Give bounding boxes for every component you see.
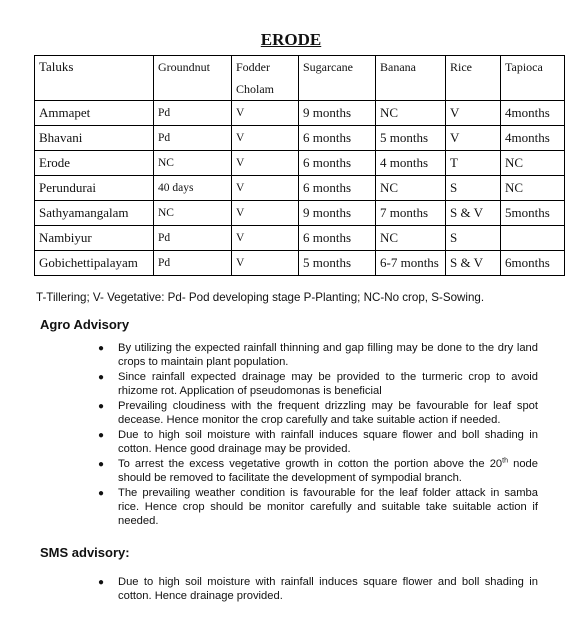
table-cell: 5 months (376, 126, 446, 151)
table-cell: 9 months (299, 201, 376, 226)
table-cell: NC (376, 101, 446, 126)
table-cell: NC (154, 201, 232, 226)
table-cell: S & V (446, 201, 501, 226)
table-cell: 4 months (376, 151, 446, 176)
column-header: Tapioca (501, 56, 565, 101)
table-cell: Pd (154, 251, 232, 276)
table-cell: 5months (501, 201, 565, 226)
table-cell: 6months (501, 251, 565, 276)
table-cell: V (232, 201, 299, 226)
advisory-text: Prevailing cloudiness with the frequent drizzling may be favourable for leaf spot decease. Hence monitor the crop carefully and take suitable action if needed. (118, 400, 538, 426)
table-cell: Pd (154, 226, 232, 251)
crop-stage-table (34, 55, 565, 276)
table-cell: V (232, 101, 299, 126)
bullet-icon: ● (98, 401, 105, 412)
table-cell: S (446, 176, 501, 201)
sms-advisory-list (98, 575, 538, 604)
advisory-item (98, 399, 538, 427)
table-cell: V (232, 176, 299, 201)
column-header: Taluks (35, 56, 154, 101)
table-cell: V (232, 226, 299, 251)
table-cell: V (232, 126, 299, 151)
table-header-row (35, 56, 565, 101)
table-row (35, 226, 565, 251)
table-cell: 6 months (299, 151, 376, 176)
table-cell: S & V (446, 251, 501, 276)
advisory-text: Due to high soil moisture with rainfall induces square flower and boll shading in cotton. Hence drainage provided. (118, 576, 538, 602)
bullet-icon: ● (98, 488, 105, 499)
bullet-icon: ● (98, 430, 105, 441)
column-header: Sugarcane (299, 56, 376, 101)
advisory-item (98, 341, 538, 369)
table-row (35, 151, 565, 176)
table-cell: T (446, 151, 501, 176)
table-cell: 4months (501, 101, 565, 126)
taluk-name-cell: Perundurai (35, 176, 154, 201)
column-header: Fodder Cholam (232, 56, 299, 101)
table-cell: V (446, 126, 501, 151)
table-row (35, 201, 565, 226)
taluk-name-cell: Ammapet (35, 101, 154, 126)
advisory-item (98, 370, 538, 398)
agro-advisory-heading: Agro Advisory (40, 317, 130, 332)
table-cell: V (446, 101, 501, 126)
advisory-text: Due to high soil moisture with rainfall induces square flower and boll shading in cotton. Hence good drainage may be provided. (118, 429, 538, 455)
table-cell: 6 months (299, 126, 376, 151)
table-row (35, 176, 565, 201)
advisory-item (98, 486, 538, 528)
sms-advisory-heading: SMS advisory: (40, 545, 130, 560)
table-cell (501, 226, 565, 251)
table-cell: NC (501, 151, 565, 176)
table-row (35, 126, 565, 151)
advisory-text: To arrest the excess vegetative growth in cotton the portion above the 20th node should be removed to facilitate the development of sympodial branch. (118, 457, 538, 484)
table-cell: 40 days (154, 176, 232, 201)
table-cell: 7 months (376, 201, 446, 226)
legend-text: T-Tillering; V- Vegetative: Pd- Pod developing stage P-Planting; NC-No crop, S-Sowing. (36, 291, 485, 304)
table-cell: V (232, 251, 299, 276)
table-cell: 6 months (299, 176, 376, 201)
table-row (35, 101, 565, 126)
advisory-text: The prevailing weather condition is favourable for the leaf folder attack in samba rice. Hence crop should be monitor carefully and suitable take suitable action if needed. (118, 487, 538, 527)
table-cell: NC (376, 226, 446, 251)
column-header: Rice (446, 56, 501, 101)
table-cell: 6-7 months (376, 251, 446, 276)
table-cell: 4months (501, 126, 565, 151)
page-title: ERODE (260, 30, 322, 49)
table-cell: V (232, 151, 299, 176)
table-cell: S (446, 226, 501, 251)
table-cell: 9 months (299, 101, 376, 126)
column-header: Groundnut (154, 56, 232, 101)
taluk-name-cell: Erode (35, 151, 154, 176)
table-cell: Pd (154, 101, 232, 126)
taluk-name-cell: Bhavani (35, 126, 154, 151)
bullet-icon: ● (98, 577, 105, 588)
advisory-text: Since rainfall expected drainage may be provided to the turmeric crop to avoid rhizome rot. Application of pseudomonas is beneficial (118, 371, 538, 397)
table-cell: NC (501, 176, 565, 201)
bullet-icon: ● (98, 343, 105, 354)
taluk-name-cell: Nambiyur (35, 226, 154, 251)
taluk-name-cell: Sathyamangalam (35, 201, 154, 226)
advisory-item (98, 428, 538, 456)
table-cell: 5 months (299, 251, 376, 276)
bullet-icon: ● (98, 372, 105, 383)
agro-advisory-list (98, 341, 538, 529)
table-cell: NC (154, 151, 232, 176)
table-row (35, 251, 565, 276)
table-cell: NC (376, 176, 446, 201)
taluk-name-cell: Gobichettipalayam (35, 251, 154, 276)
column-header: Banana (376, 56, 446, 101)
bullet-icon: ● (98, 459, 105, 470)
advisory-item (98, 575, 538, 603)
advisory-item (98, 457, 538, 485)
table-cell: Pd (154, 126, 232, 151)
advisory-text: By utilizing the expected rainfall thinning and gap filling may be done to the dry land crops to maintain plant population. (118, 342, 538, 368)
table-cell: 6 months (299, 226, 376, 251)
